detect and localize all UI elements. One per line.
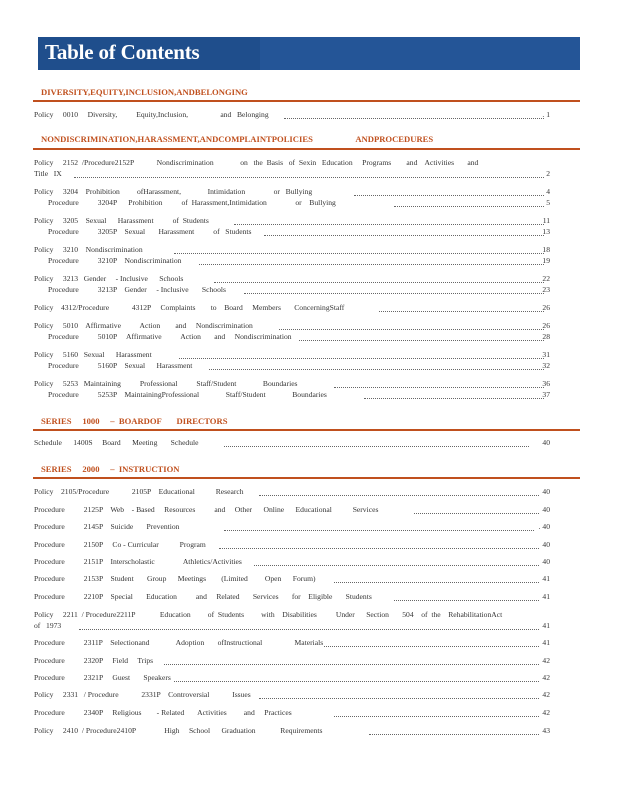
section-rule	[33, 100, 580, 102]
toc-entry-page: 28	[542, 332, 550, 341]
toc-entry-page: 42	[542, 673, 550, 682]
toc-entry[interactable]	[34, 274, 550, 284]
toc-entry-label: Procedure 2151P Interscholastic Athletics/Activities	[34, 557, 242, 566]
toc-entry[interactable]	[34, 256, 550, 266]
toc-entry[interactable]	[34, 505, 550, 515]
toc-entry-label: Policy 3213 Gender - Inclusive Schools	[34, 274, 184, 283]
toc-entry-page: 40	[542, 557, 550, 566]
toc-entry[interactable]	[34, 187, 550, 197]
toc-entry-label: Procedure 3204P Prohibition of Harassment,Intimidation or Bullying	[48, 198, 336, 207]
dot-leader	[279, 322, 544, 330]
toc-entry-page: 4	[546, 187, 550, 196]
toc-entry-page: 31	[542, 350, 550, 359]
toc-entry[interactable]	[34, 522, 550, 532]
section-heading-series-1000: SERIES 1000 – BOARDOF DIRECTORS	[41, 416, 228, 426]
toc-entry[interactable]	[34, 379, 550, 389]
toc-entry-page: 37	[542, 390, 550, 399]
toc-entry-label: Policy 0010 Diversity, Equity,Inclusion, and Belonging	[34, 110, 269, 119]
toc-entry[interactable]	[34, 285, 550, 295]
toc-entry-page: 42	[542, 690, 550, 699]
toc-entry[interactable]	[34, 245, 550, 255]
dot-leader	[224, 439, 529, 447]
dot-leader	[164, 657, 539, 665]
toc-entry-label: Policy 2331 / Procedure 2331P Controversial Issues	[34, 690, 251, 699]
toc-entry-page: 32	[542, 361, 550, 370]
toc-entry[interactable]	[34, 726, 550, 736]
toc-entry-label: Policy 3204 Prohibition ofHarassment, Intimidation or Bullying	[34, 187, 313, 196]
toc-entry-label: Procedure 5010P Affirmative Action and Nondiscrimination	[48, 332, 292, 341]
toc-entry-label: Procedure 3213P Gender - Inclusive Schools	[48, 285, 226, 294]
dot-leader	[334, 380, 544, 388]
toc-entry-label: Procedure 2145P Suicide Prevention	[34, 522, 180, 531]
dot-leader	[299, 333, 544, 341]
dot-leader	[394, 593, 539, 601]
toc-entry-page: 26	[542, 321, 550, 330]
toc-entry[interactable]	[34, 158, 550, 168]
toc-entry[interactable]	[34, 487, 550, 497]
section-heading-diversity: DIVERSITY,EQUITY,INCLUSION,ANDBELONGING	[41, 87, 248, 97]
toc-entry[interactable]	[34, 303, 550, 313]
toc-entry-page: . 40	[538, 522, 550, 531]
dot-leader	[224, 523, 534, 531]
toc-entry-page: 41	[542, 574, 550, 583]
toc-entry-page: 40	[542, 438, 550, 447]
toc-entry-page: 43	[542, 726, 550, 735]
toc-entry[interactable]	[34, 673, 550, 683]
toc-entry-label: Policy 2105/Procedure 2105P Educational Research	[34, 487, 244, 496]
toc-entry-page: 41	[542, 592, 550, 601]
toc-entry[interactable]	[34, 390, 550, 400]
toc-entry-page: 41	[542, 621, 550, 630]
toc-entry[interactable]	[34, 169, 550, 179]
toc-entry-label: Policy 5253 Maintaining Professional Staff/Student Boundaries	[34, 379, 298, 388]
toc-entry[interactable]	[34, 198, 550, 208]
toc-entry-label: Policy 3205 Sexual Harassment of Students	[34, 216, 209, 225]
dot-leader	[364, 391, 544, 399]
toc-entry[interactable]	[34, 227, 550, 237]
toc-entry-label: Procedure 2320P Field Trips	[34, 656, 154, 665]
toc-entry[interactable]	[34, 540, 550, 550]
toc-entry[interactable]	[34, 110, 550, 120]
toc-entry-page: 22	[542, 274, 550, 283]
dot-leader	[324, 639, 539, 647]
toc-entry-label: Policy 2410 / Procedure2410P High School Graduation Requirements	[34, 726, 323, 735]
dot-leader	[174, 674, 539, 682]
toc-entry[interactable]	[34, 610, 550, 620]
toc-entry[interactable]	[34, 438, 550, 448]
toc-entry[interactable]	[34, 592, 550, 602]
toc-entry-page: 26	[542, 303, 550, 312]
toc-entry-label: Procedure 2311P Selectionand Adoption ofInstructional Materials	[34, 638, 324, 647]
toc-entry[interactable]	[34, 708, 550, 718]
toc-entry-page: 18	[542, 245, 550, 254]
toc-entry-page: 40	[542, 540, 550, 549]
dot-leader	[79, 622, 539, 630]
dot-leader	[209, 362, 544, 370]
toc-entry-page: 13	[542, 227, 550, 236]
toc-entry-page: 19	[542, 256, 550, 265]
toc-entry[interactable]	[34, 690, 550, 700]
dot-leader	[259, 488, 539, 496]
toc-entry-label: Procedure 2210P Special Education and Related Services for Eligible Students	[34, 592, 372, 601]
toc-entry[interactable]	[34, 574, 550, 584]
toc-entry-page: . 1	[542, 110, 550, 119]
toc-entry-page: 5	[546, 198, 550, 207]
dot-leader	[264, 228, 544, 236]
dot-leader	[379, 304, 544, 312]
toc-entry-page: 23	[542, 285, 550, 294]
toc-entry[interactable]	[34, 621, 550, 631]
toc-entry-page: 36	[542, 379, 550, 388]
dot-leader	[284, 111, 544, 119]
dot-leader	[414, 506, 539, 514]
toc-entry-label: Policy 5160 Sexual Harassment	[34, 350, 152, 359]
dot-leader	[234, 217, 544, 225]
dot-leader	[334, 575, 539, 583]
page-title: Table of Contents	[45, 40, 200, 64]
toc-entry-page: 40	[542, 505, 550, 514]
toc-entry-label: Procedure 2340P Religious - Related Activities and Practices	[34, 708, 292, 717]
toc-entry[interactable]	[34, 656, 550, 666]
toc-entry-page: 42	[542, 656, 550, 665]
toc-entry[interactable]	[34, 350, 550, 360]
toc-entry[interactable]	[34, 557, 550, 567]
dot-leader	[174, 246, 544, 254]
section-heading-nondiscrimination: NONDISCRIMINATION,HARASSMENT,ANDCOMPLAINTPOLICIES ANDPROCEDURES	[41, 134, 434, 144]
toc-entry-label: Procedure 5253P MaintainingProfessional Staff/Student Boundaries	[48, 390, 327, 399]
dot-leader	[199, 257, 544, 265]
toc-entry[interactable]	[34, 321, 550, 331]
toc-entry[interactable]	[34, 361, 550, 371]
toc-entry-label: Procedure 2150P Co - Curricular Program	[34, 540, 206, 549]
toc-entry-label: of 1973	[34, 621, 62, 630]
toc-entry-label: Policy 2152 /Procedure2152P Nondiscrimination on the Basis of Sexin Education Programs and Activities and	[34, 158, 479, 167]
toc-entry-page: 41	[542, 638, 550, 647]
dot-leader	[369, 727, 539, 735]
toc-entry[interactable]	[34, 638, 550, 648]
toc-entry-label: Procedure 2125P Web - Based Resources and Other Online Educational Services	[34, 505, 379, 514]
toc-entry-label: Title IX	[34, 169, 62, 178]
toc-entry-label: Policy 3210 Nondiscrimination	[34, 245, 143, 254]
toc-entry-label: Procedure 2153P Student Group Meetings (Limited Open Forum)	[34, 574, 316, 583]
section-rule	[33, 429, 580, 431]
dot-leader	[394, 199, 544, 207]
toc-entry-label: Schedule 1400S Board Meeting Schedule	[34, 438, 199, 447]
toc-entry[interactable]	[34, 216, 550, 226]
toc-entry-label: Procedure 3205P Sexual Harassment of Students	[48, 227, 252, 236]
toc-entry-page: 11	[542, 216, 550, 225]
toc-entry[interactable]	[34, 332, 550, 342]
toc-entry-label: Policy 2211 / Procedure2211P Education of Students with Disabilities Under Section 504 of the RehabilitationAct	[34, 610, 503, 619]
dot-leader	[354, 188, 544, 196]
section-heading-series-2000: SERIES 2000 – INSTRUCTION	[41, 464, 180, 474]
toc-entry-label: Procedure 2321P Guest Speakers	[34, 673, 171, 682]
section-rule	[33, 477, 580, 479]
dot-leader	[254, 558, 539, 566]
toc-entry-page: 40	[542, 487, 550, 496]
title-banner	[38, 37, 580, 70]
toc-entry-label: Procedure 3210P Nondiscrimination	[48, 256, 182, 265]
dot-leader	[259, 691, 539, 699]
toc-entry-label: Policy 4312/Procedure 4312P Complaints to Board Members ConcerningStaff	[34, 303, 345, 312]
dot-leader	[214, 275, 544, 283]
dot-leader	[74, 170, 544, 178]
toc-entry-page: 2	[546, 169, 550, 178]
toc-entry-page: 42	[542, 708, 550, 717]
dot-leader	[179, 351, 544, 359]
toc-entry-label: Procedure 5160P Sexual Harassment	[48, 361, 193, 370]
toc-entry-label: Policy 5010 Affirmative Action and Nondiscrimination	[34, 321, 253, 330]
section-rule	[33, 148, 580, 150]
dot-leader	[334, 709, 539, 717]
dot-leader	[244, 286, 544, 294]
dot-leader	[219, 541, 539, 549]
title-banner-accent	[260, 37, 580, 70]
